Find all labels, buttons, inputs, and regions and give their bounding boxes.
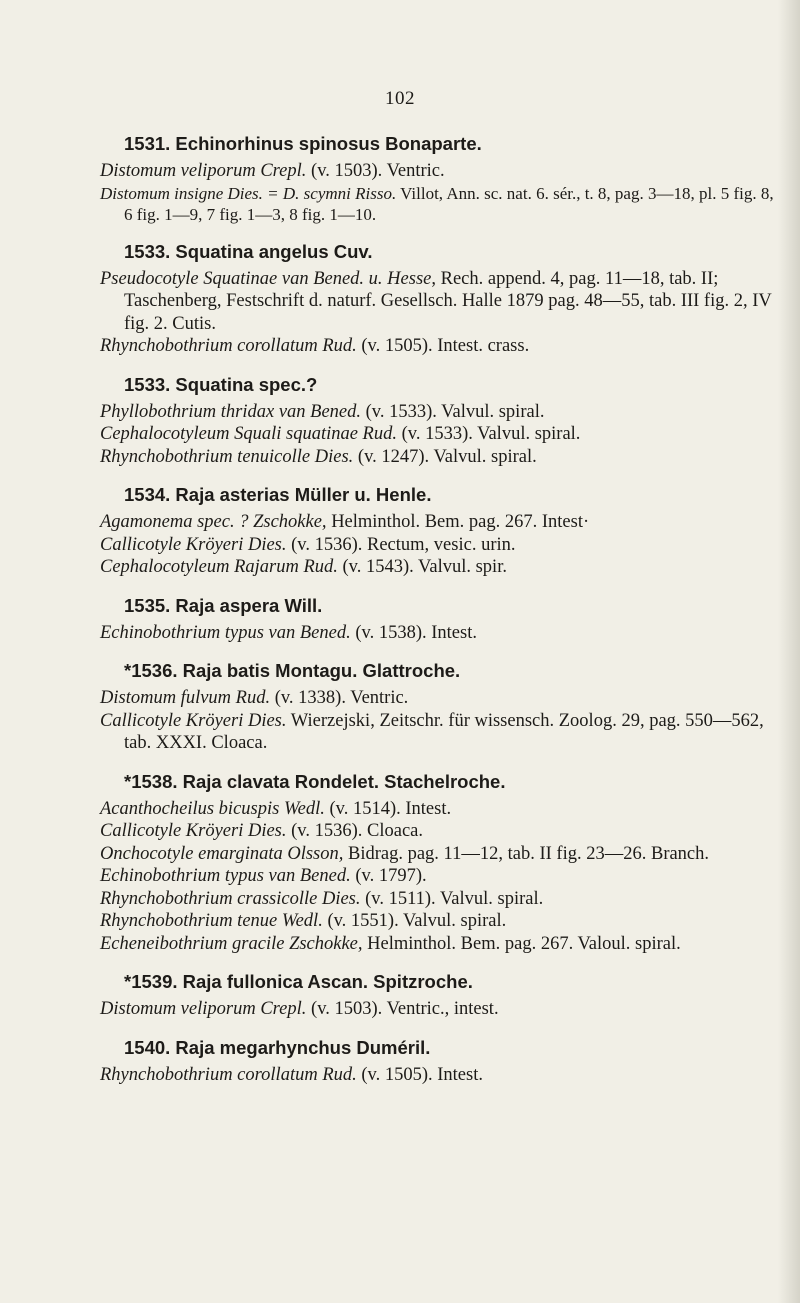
- parasite-record: [100, 423, 780, 446]
- host-heading: *1538. Raja clavata Rondelet. Stachelroche.: [124, 770, 506, 792]
- parasite-name: Cephalocotyleum Squali squatinae Rud.: [100, 424, 397, 444]
- reference-text: Helminthol. Bem. pag. 267. Valoul. spiral.: [362, 933, 681, 954]
- parasite-record: [100, 1064, 780, 1087]
- host-heading: 1540. Raja megarhynchus Duméril.: [124, 1036, 431, 1058]
- host-heading: 1533. Squatina spec.?: [124, 373, 318, 395]
- reference-text: (v. 1536). Rectum, vesic. urin.: [286, 534, 516, 555]
- parasite-name: Callicotyle Kröyeri Dies.: [100, 534, 287, 555]
- parasite-record: [100, 888, 780, 911]
- host-heading: 1535. Raja aspera Will.: [124, 594, 323, 616]
- parasite-record: [100, 622, 780, 645]
- parasite-record: [100, 843, 780, 866]
- host-entry: [100, 770, 780, 956]
- parasite-record: [100, 933, 780, 956]
- parasite-record: [100, 710, 780, 755]
- reference-text: , Rech. append. 4, pag. 11—18, tab. II; Taschenberg, Festschrift d. naturf. Gesellsch. Halle 1879 pag. 48—55, tab. III fig. 2, IV fig. 2. Cutis.: [124, 268, 772, 334]
- parasite-name: Distomum fulvum Rud.: [100, 688, 271, 708]
- parasite-name: Echeneibothrium gracile Zschokke,: [100, 933, 363, 954]
- parasite-name: Rhynchobothrium corollatum Rud.: [100, 1064, 357, 1085]
- parasite-record: [100, 687, 780, 710]
- parasite-name: Rhynchobothrium tenuicolle Dies.: [100, 446, 354, 467]
- reference-text: (v. 1503). Ventric.: [306, 161, 445, 181]
- host-entry: [100, 970, 780, 1021]
- host-entry: [100, 483, 780, 579]
- host-entry: [100, 373, 780, 469]
- page-content: [100, 132, 780, 1101]
- parasite-name: Distomum veliporum Crepl.: [100, 161, 307, 181]
- reference-text: (v. 1514). Intest.: [324, 798, 452, 819]
- reference-text: (v. 1533). Valvul. spiral.: [397, 424, 581, 444]
- reference-text: Bidrag. pag. 11—12, tab. II fig. 23—26. Branch.: [343, 843, 710, 864]
- parasite-record: [100, 268, 780, 336]
- parasite-name: Callicotyle Kröyeri Dies.: [100, 710, 287, 731]
- page-edge-shadow: [778, 0, 800, 1303]
- parasite-name: Cephalocotyleum Rajarum Rud.: [100, 557, 338, 577]
- parasite-name: Rhynchobothrium crassicolle Dies.: [100, 888, 361, 909]
- reference-text: (v. 1538). Intest.: [350, 622, 477, 643]
- parasite-record: [100, 160, 780, 183]
- reference-text: (v. 1338). Ventric.: [270, 688, 409, 708]
- parasite-name: Pseudocotyle Squatinae van Bened. u. Hesse: [100, 268, 432, 289]
- parasite-record: [100, 511, 780, 534]
- host-entry: [100, 240, 780, 358]
- host-entry: [100, 1036, 780, 1087]
- parasite-name: Echinobothrium typus van Bened.: [100, 622, 351, 643]
- parasite-name: Agamonema spec. ? Zschokke,: [100, 512, 327, 532]
- reference-text: (v. 1505). Intest.: [356, 1064, 483, 1085]
- parasite-record: [100, 335, 780, 358]
- parasite-name: Acanthocheilus bicuspis Wedl.: [100, 798, 325, 819]
- host-entry: [100, 594, 780, 645]
- reference-text: (v. 1503). Ventric., intest.: [306, 999, 499, 1019]
- host-entry: [100, 659, 780, 755]
- reference-text: Wierzejski, Zeitschr. für wissensch. Zoolog. 29, pag. 550—562, tab. XXXI. Cloaca.: [124, 710, 764, 753]
- parasite-record: [100, 865, 780, 888]
- host-heading: 1531. Echinorhinus spinosus Bonaparte.: [124, 133, 482, 154]
- reference-text: (v. 1505). Intest. crass.: [356, 336, 530, 356]
- host-heading: *1539. Raja fullonica Ascan. Spitzroche.: [124, 971, 473, 992]
- reference-text: Helminthol. Bem. pag. 267. Intest·: [326, 512, 590, 532]
- parasite-name: Distomum insigne Dies. = D. scymni Risso.: [100, 183, 397, 203]
- parasite-record: [100, 534, 780, 557]
- parasite-name: Rhynchobothrium tenue Wedl.: [100, 911, 323, 931]
- parasite-record: [100, 446, 780, 469]
- reference-text: Villot, Ann. sc. nat. 6. sér., t. 8, pag. 3—18, pl. 5 fig. 8, 6 fig. 1—9, 7 fig. 1—3, 8 fig. 1—10.: [124, 183, 774, 224]
- parasite-name: Rhynchobothrium corollatum Rud.: [100, 336, 357, 356]
- reference-text: (v. 1533). Valvul. spiral.: [361, 401, 545, 422]
- reference-text: (v. 1543). Valvul. spir.: [337, 557, 507, 577]
- reference-text: (v. 1247). Valvul. spiral.: [353, 446, 537, 467]
- parasite-record: [100, 820, 780, 843]
- parasite-name: Echinobothrium typus van Bened.: [100, 866, 351, 886]
- parasite-name: Callicotyle Kröyeri Dies.: [100, 821, 287, 841]
- host-heading: 1533. Squatina angelus Cuv.: [124, 240, 373, 262]
- parasite-name: Onchocotyle emarginata Olsson,: [100, 843, 344, 864]
- host-entry: [100, 132, 780, 225]
- parasite-record: [100, 998, 780, 1021]
- host-heading: 1534. Raja asterias Müller u. Henle.: [124, 484, 432, 505]
- parasite-record: [100, 556, 780, 579]
- reference-text: (v. 1797).: [350, 866, 427, 886]
- host-heading: *1536. Raja batis Montagu. Glattroche.: [124, 660, 461, 681]
- reference-text: (v. 1536). Cloaca.: [286, 821, 423, 841]
- parasite-record: [100, 798, 780, 821]
- parasite-record: [100, 910, 780, 933]
- reference-text: (v. 1551). Valvul. spiral.: [322, 911, 507, 931]
- page-number: 102: [385, 88, 415, 109]
- parasite-record: [100, 183, 780, 225]
- reference-text: (v. 1511). Valvul. spiral.: [360, 888, 544, 909]
- parasite-name: Phyllobothrium thridax van Bened.: [100, 401, 362, 422]
- parasite-record: [100, 401, 780, 424]
- parasite-name: Distomum veliporum Crepl.: [100, 999, 307, 1019]
